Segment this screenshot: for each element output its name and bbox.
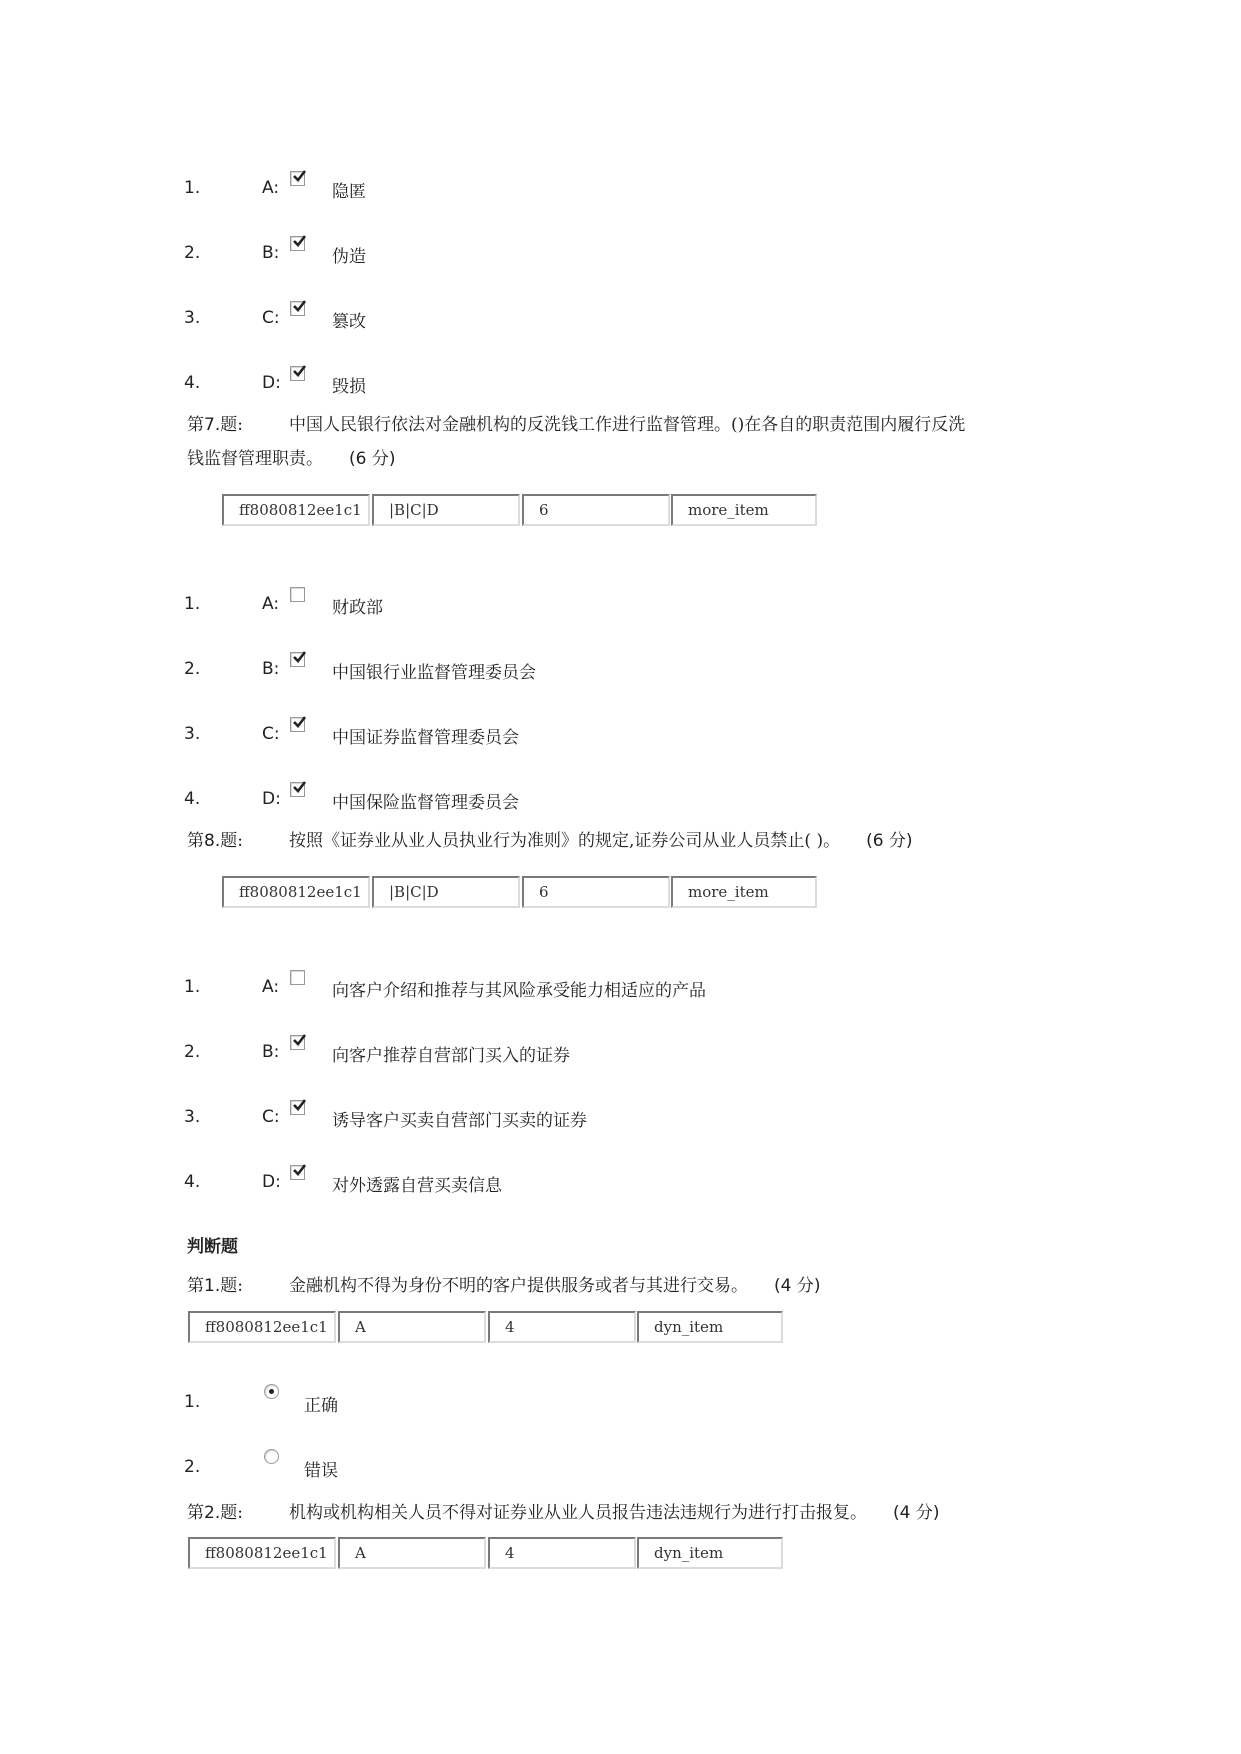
option-checkbox[interactable] <box>290 236 305 251</box>
option-checkbox[interactable] <box>290 301 305 316</box>
option-number: 1. <box>184 977 201 997</box>
answer-value-field[interactable]: |B|C|D <box>372 494 520 526</box>
question-text <box>289 825 913 858</box>
option-checkbox[interactable] <box>290 1035 305 1050</box>
item-type-field[interactable]: dyn_item <box>637 1537 783 1569</box>
question-number: 1. <box>204 1276 221 1296</box>
option-text: 中国银行业监督管理委员会 <box>332 663 536 683</box>
option-text: 隐匿 <box>332 182 366 202</box>
question-text-main: 机构或机构相关人员不得对证券业从业人员报告违法违规行为进行打击报复。 <box>289 1503 867 1523</box>
option-checkbox[interactable] <box>290 366 305 381</box>
question-prefix: 第 <box>187 1503 204 1523</box>
score-field[interactable]: 6 <box>522 876 670 908</box>
question-number: 7. <box>204 415 221 435</box>
option-checkbox[interactable] <box>290 171 305 186</box>
option-number: 2. <box>184 243 201 263</box>
answer-value-field[interactable]: A <box>338 1311 486 1343</box>
option-letter: C: <box>262 308 280 328</box>
question-label <box>187 825 243 858</box>
option-letter: B: <box>262 1042 280 1062</box>
score-field[interactable]: 4 <box>488 1311 636 1343</box>
option-checkbox[interactable] <box>290 970 305 985</box>
question-text-cont: 钱监督管理职责。 <box>187 449 323 469</box>
question-text-line2 <box>187 443 395 476</box>
question-label <box>187 409 243 442</box>
question-suffix: 题: <box>220 415 243 435</box>
option-letter: C: <box>262 724 280 744</box>
option-text: 中国证券监督管理委员会 <box>332 728 519 748</box>
answer-value-field[interactable]: |B|C|D <box>372 876 520 908</box>
question-number: 8. <box>204 831 221 851</box>
option-text: 伪造 <box>332 247 366 267</box>
option-number: 4. <box>184 789 201 809</box>
question-text-main: 金融机构不得为身份不明的客户提供服务或者与其进行交易。 <box>289 1276 748 1296</box>
option-text: 中国保险监督管理委员会 <box>332 793 519 813</box>
option-number: 2. <box>184 1457 201 1477</box>
option-letter: D: <box>262 1172 281 1192</box>
option-number: 3. <box>184 308 201 328</box>
question-suffix: 题: <box>220 1503 243 1523</box>
item-type-field[interactable]: dyn_item <box>637 1311 783 1343</box>
option-number: 1. <box>184 1392 201 1412</box>
option-number: 4. <box>184 1172 201 1192</box>
option-letter: C: <box>262 1107 280 1127</box>
option-number: 3. <box>184 724 201 744</box>
option-text: 向客户推荐自营部门买入的证券 <box>332 1046 570 1066</box>
option-number: 3. <box>184 1107 201 1127</box>
option-checkbox[interactable] <box>290 1100 305 1115</box>
option-number: 1. <box>184 594 201 614</box>
answer-id-field[interactable]: ff8080812ee1c1 <box>188 1311 336 1343</box>
option-checkbox[interactable] <box>290 782 305 797</box>
question-number: 2. <box>204 1503 221 1523</box>
question-text <box>289 1497 939 1530</box>
answer-id-field[interactable]: ff8080812ee1c1 <box>188 1537 336 1569</box>
question-points: (6 分) <box>349 449 396 469</box>
answer-value-field[interactable]: A <box>338 1537 486 1569</box>
question-prefix: 第 <box>187 415 204 435</box>
option-checkbox[interactable] <box>290 587 305 602</box>
question-prefix: 第 <box>187 831 204 851</box>
question-suffix: 题: <box>220 831 243 851</box>
option-text: 财政部 <box>332 598 383 618</box>
option-number: 2. <box>184 1042 201 1062</box>
radio-dot <box>269 1389 274 1394</box>
item-type-field[interactable]: more_item <box>671 494 817 526</box>
option-number: 4. <box>184 373 201 393</box>
option-letter: D: <box>262 373 281 393</box>
question-label <box>187 1270 243 1303</box>
option-letter: B: <box>262 243 280 263</box>
option-text: 诱导客户买卖自营部门买卖的证券 <box>332 1111 587 1131</box>
option-checkbox[interactable] <box>290 1165 305 1180</box>
option-number: 1. <box>184 178 201 198</box>
answer-id-field[interactable]: ff8080812ee1c1 <box>222 494 370 526</box>
question-text: 中国人民银行依法对金融机构的反洗钱工作进行监督管理。()在各自的职责范围内履行反洗 <box>289 415 966 435</box>
option-letter: B: <box>262 659 280 679</box>
option-radio-selected[interactable] <box>264 1384 279 1399</box>
answer-id-field[interactable]: ff8080812ee1c1 <box>222 876 370 908</box>
question-points: (4 分) <box>893 1503 940 1523</box>
item-type-field[interactable]: more_item <box>671 876 817 908</box>
option-text: 错误 <box>304 1461 338 1481</box>
question-label <box>187 1497 243 1530</box>
question-points: (6 分) <box>866 831 913 851</box>
option-letter: A: <box>262 178 280 198</box>
question-text-main: 按照《证券业从业人员执业行为准则》的规定,证券公司从业人员禁止( )。 <box>289 831 841 851</box>
score-field[interactable]: 6 <box>522 494 670 526</box>
question-suffix: 题: <box>220 1276 243 1296</box>
option-checkbox[interactable] <box>290 717 305 732</box>
question-text <box>289 1270 820 1303</box>
score-field[interactable]: 4 <box>488 1537 636 1569</box>
option-text: 正确 <box>304 1396 338 1416</box>
option-letter: D: <box>262 789 281 809</box>
section-title: 判断题 <box>187 1237 238 1257</box>
option-text: 向客户介绍和推荐与其风险承受能力相适应的产品 <box>332 981 706 1001</box>
option-letter: A: <box>262 977 280 997</box>
question-prefix: 第 <box>187 1276 204 1296</box>
option-letter: A: <box>262 594 280 614</box>
option-number: 2. <box>184 659 201 679</box>
option-text: 篡改 <box>332 312 366 332</box>
question-points: (4 分) <box>774 1276 821 1296</box>
option-checkbox[interactable] <box>290 652 305 667</box>
option-radio[interactable] <box>264 1449 279 1464</box>
option-text: 对外透露自营买卖信息 <box>332 1176 502 1196</box>
option-text: 毁损 <box>332 377 366 397</box>
